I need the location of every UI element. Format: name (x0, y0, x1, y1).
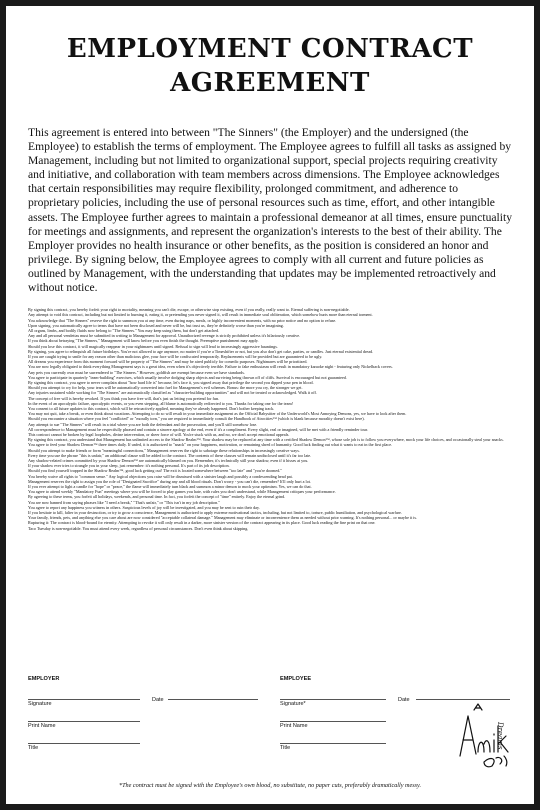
fine-print-clause: If your shadow ever tries to strangle you in your sleep, just remember: it's nothing personal. It's part of its job description. (28, 463, 230, 469)
fine-print-clause: Any and all personal vendettas must be submitted in writing to Management for approval. Unauthorized revenge is strictly prohibited unless it's hilariously creative. (28, 333, 301, 339)
fine-print-clause: You agree to report any happiness you witness in others. Suspicious levels of joy will be investigated, and you may be sent to ruin their day. (28, 504, 260, 510)
fine-print-clause: Your family, friends, pets, and anything else you care about are now considered "acceptable collateral damage." Management may eliminate or inconvenience them as needed without prior warning. It's nothing personal... or maybe it is. (28, 515, 418, 521)
fine-print (28, 307, 512, 531)
employer-print-name-label: Print Name (28, 723, 56, 729)
fine-print-clause: Should you lose this contract, it will magically reappear in your nightmares until signed. Refusal to sign will lead to increasingly aggressive hauntings. (28, 343, 278, 349)
fine-print-clause: All correspondence to Management must be respectfully phrased and contain a sincere apology at the end, even if it's a compliment. Every slight, real or imagined, will be met with a friendly reminder tour. (28, 426, 368, 432)
fine-print-clause: All dreams you experience from this moment forward will be property of "The Sinners" and may be aired publicly for comedic purposes. Nightmares will be prioritized. (28, 359, 308, 365)
employer-print-name-line[interactable] (28, 721, 140, 722)
employee-print-name-label: Print Name (280, 723, 308, 729)
fine-print-clause: Any injuries sustained while working for "The Sinners" are automatically classified as "character-building opportunities" and will not be treated or acknowledged. Walk it off. (28, 390, 317, 396)
signature-word-2: Dreams (496, 722, 504, 750)
fine-print-clause: Upon signing, you automatically agree to terms that have not been disclosed and never will be, but trust us, they're definitely worse than you're imagining. (28, 322, 284, 328)
fine-print-clause: Every time you use the phrase "this is unfair," an additional clause will be added to the contract. The contents of these clauses will remain undisclosed until it's far too late. (28, 452, 312, 458)
signature-word-1: Anika (458, 766, 461, 767)
fine-print-clause: By signing this contract, you understand that Management has unlimited access to the Shadow Realm™. Your shadow may be replaced at any time with a certified Shadow Demon™, whose sole job is to follow you everywhere, mock your life choices, and occasionally steal your snacks. (28, 437, 504, 443)
employer-signature-line[interactable] (28, 699, 140, 700)
fine-print-clause: You agree to feed your Shadow Demon™ three times daily. If unfed, it is authorized to "snack" on your happiness, motivation, or remaining shred of humanity. Good luck finding out what it wants to eat in the first place. (28, 442, 393, 448)
fine-print-clause: Should you attempt to cry for help, your tears will be automatically converted into fuel for Management's evil schemes. Bonus: the more you cry, the stronger we get. (28, 385, 303, 391)
fine-print-clause: All organs, limbs, and bodily fluids now belong to "The Sinners." You may keep using them, but don't get attached. (28, 327, 220, 333)
document-title (6, 32, 534, 100)
employer-print-name-row (28, 715, 260, 731)
fine-print-clause: Management reserves the right to assign you the role of "Designated Sacrifice" during any and all blood rituals. Don't worry - you can't die, remember? It'll only hurt a lot. (28, 478, 311, 484)
fine-print-clause: Any pets you currently own must be surrendered to "The Sinners." However, goldfish are exempt because even we have standards. (28, 369, 245, 375)
fine-print-clause: By signing, you agree to relinquish all future birthdays. You're not allowed to age anymore, no matter if you're a Timeshifter or not, but you also don't get cake, parties, or candles. Just eternal existential dread. (28, 348, 374, 354)
employee-title-line[interactable] (280, 743, 386, 744)
fine-print-clause: Should you encounter a situation where you feel "conflicted" or "morally torn," you are required to immediately consult the Handbook of Atrocities™ (which is blank because morality doesn't exist here). (28, 416, 365, 422)
employer-title-row (28, 737, 260, 753)
fine-print-clause: By agreeing to these terms, you forfeit all holidays, weekends, and personal time. In fact, you forfeit the concept of "time" entirely. Enjoy the eternal grind. (28, 494, 286, 500)
fine-print-clause: By signing this contract, you agree to never complain about "how hard life is" because, let's face it, you signed away that privilege the second you dipped your pen in blood. (28, 379, 314, 385)
fine-print-clause: Rupturing it: The contract is blood-bound for eternity. Attempting to revoke it will only result in a darker, more sinister version of the contract appearing in its place. Good luck reading the fine print on that one. (28, 520, 376, 526)
footnote: *The contract must be signed with the Employee's own blood, no substitute, no paper cuts, preferably dramatically messy. (118, 782, 421, 789)
fine-print-clause: You hereby waive all rights to "common sense." Any logical objections you raise will be dismissed with a sinister laugh and possibly a condescending head pat. (28, 473, 293, 479)
fine-print-clause: If you are caught trying to smile for any reason other than malicious glee, your face will be confiscated temporarily. Replacements will be provided but are guaranteed to be ugly. (28, 353, 323, 359)
fine-print-clause: Any attempt to void this contract, including but not limited to burning it, eating it, or pretending you never signed it, will result in immediate soul obliteration, which somehow hurts more than eternal torment. (28, 312, 373, 318)
fine-print-clause: The concept of free will is hereby revoked. If you think you have free will, that's just us letting you pretend for fun. (28, 395, 220, 401)
employee-heading: EMPLOYEE (280, 676, 312, 682)
employee-signature-line[interactable] (280, 699, 386, 700)
employer-title-label: Title (28, 745, 39, 751)
fine-print-clause: Any attempt to sue "The Sinners" will result in a trial where you are both the defendant and the prosecution, and you'll still somehow lose. (28, 421, 258, 427)
intro-paragraph: This agreement is entered into between "The Sinners" (the Employer) and the undersigned (the Employee) to establish the terms of employment. The Employee agrees to fulfill all tasks as assigned by Management, including but not limited to organizational support, special projects requiring creativity and initiative, and collaboration with team members across dimensions. The Employee acknowledges that certain responsibilities may require flexibility, prolonged commitment, and adherence to proprietary policies, including the use of personal resources such as time, effort, and other intangible assets. The Employee further agrees to maintain a professional demeanor at all times, ensure punctuality for meetings and assignments, and represent the organization's interests to the best of their ability. The Employer provides no health insurance or other benefits, as the position is considered an honor and privilege. By signing below, the Employee agrees to comply with all current and future policies as outlined by Management, with the understanding that updates may be implemented retroactively and without notice. (28, 126, 512, 295)
employer-signature-row (28, 693, 260, 709)
fine-print-clause: In the event of an apocalyptic failure, apocalyptic events, or you even stepping, all blame is automatically redirected to you. Thanks for taking one for the team! (28, 400, 294, 406)
employee-print-name-line[interactable] (280, 721, 386, 722)
fine-print-clause: Should you find yourself trapped in the Shadow Realm™, good luck getting out! The exit is located somewhere between "too late" and "you're doomed." (28, 468, 283, 474)
fine-print-clause: If you ever attempt to light a candle for "hope" or "peace," the flame will immediately turn black and summon a minor demon to mock your optimism. Yes, we can do that. (28, 484, 312, 490)
fine-print-clause: You agree to attend weekly "Mandatory Fun" meetings where you will be forced to play games you hate, with rules you don't understand, while Management critiques your performance. (28, 489, 336, 495)
employer-date-line[interactable] (168, 699, 258, 700)
fine-print-clause: You are now banned from saying phrases like "I need a break," "That's unfair," or "This isn't in my job description." (28, 499, 220, 505)
fine-print-clause: If you hesitate to kill, falter in your destruction, or try to grow a conscience, Management is authorized to apply extreme motivational tactics, including, but not limited to, torture, public humiliation, and psychological warfare. (28, 510, 402, 516)
fine-print-clause: You may not quit, take a break, or even think about vacations. Attempting to do so will result in your immediate assignment as the Official Babysitter of the Underworld's Most Annoying Demons, yes, we have to look after them. (28, 411, 407, 417)
employee-signature-label: Signature* (280, 701, 306, 707)
title-line-2: AGREEMENT (170, 68, 370, 98)
fine-print-clause: If you think about betraying "The Sinners," Management will know before you even finish the thought. Preemptive punishment may apply. (28, 338, 259, 344)
employer-title-line[interactable] (28, 743, 140, 744)
employee-date-label: Date (398, 697, 410, 703)
fine-print-clause: This contract cannot be broken by legal loopholes, divine intervention, or sheer force of will. You're stuck with us, and no, we don't accept emotional appeals. (28, 432, 290, 437)
employer-date-label: Date (152, 697, 164, 703)
fine-print-clause: Should you attempt to make friends or form "meaningful connections," Management reserves the right to sabotage these relationships in increasingly creative ways. (28, 447, 300, 453)
employer-signature-label: Signature (28, 701, 52, 707)
signature-section (28, 676, 518, 776)
fine-print-clause: You consent to all future updates to this contract, which will be retroactively applied, meaning they've already happened. Don't bother keeping track. (28, 405, 275, 411)
employer-heading: EMPLOYER (28, 676, 60, 682)
fine-print-clause: By signing this contract, you hereby forfeit your right to mortality, meaning you can't die, escape, or otherwise stop existing, even if you really, really want to. Eternal suffering is non-negotiable. (28, 307, 350, 313)
employee-title-label: Title (280, 745, 291, 751)
contract-page (6, 6, 534, 804)
fine-print-clause: You agree to participate in quarterly "team-building" exercises, which usually involve dodging sharp objects and surviving being thrown off of cliffs. Survival is encouraged but not guaranteed. (28, 374, 347, 380)
fine-print-clause: Any shadow-related crimes committed by your Shadow Demon™ are automatically blamed on you. Remember, it's technically still your shadow, even if it hisses at you. (28, 458, 309, 464)
fine-print-clause: You are now legally obligated to think everything Management says is a great idea, even when it's objectively terrible. Failure to fake enthusiasm will result in mandatory karaoke night - featuring only Nickelback covers. (28, 364, 393, 370)
title-line-1: EMPLOYMENT CONTRACT (66, 34, 474, 64)
handwritten-signature (454, 696, 514, 770)
fine-print-clause: You acknowledge that "The Sinners" reserve the right to summon you at any time, even during naps, meals, or highly inconvenient moments, with no prior notice and no option to refuse. (28, 317, 337, 323)
fine-print-clause: Taco Tuesday is non-negotiable. You must attend every week, regardless of personal circumstances. Don't even think about skipping. (28, 525, 249, 531)
employer-block (28, 676, 260, 753)
